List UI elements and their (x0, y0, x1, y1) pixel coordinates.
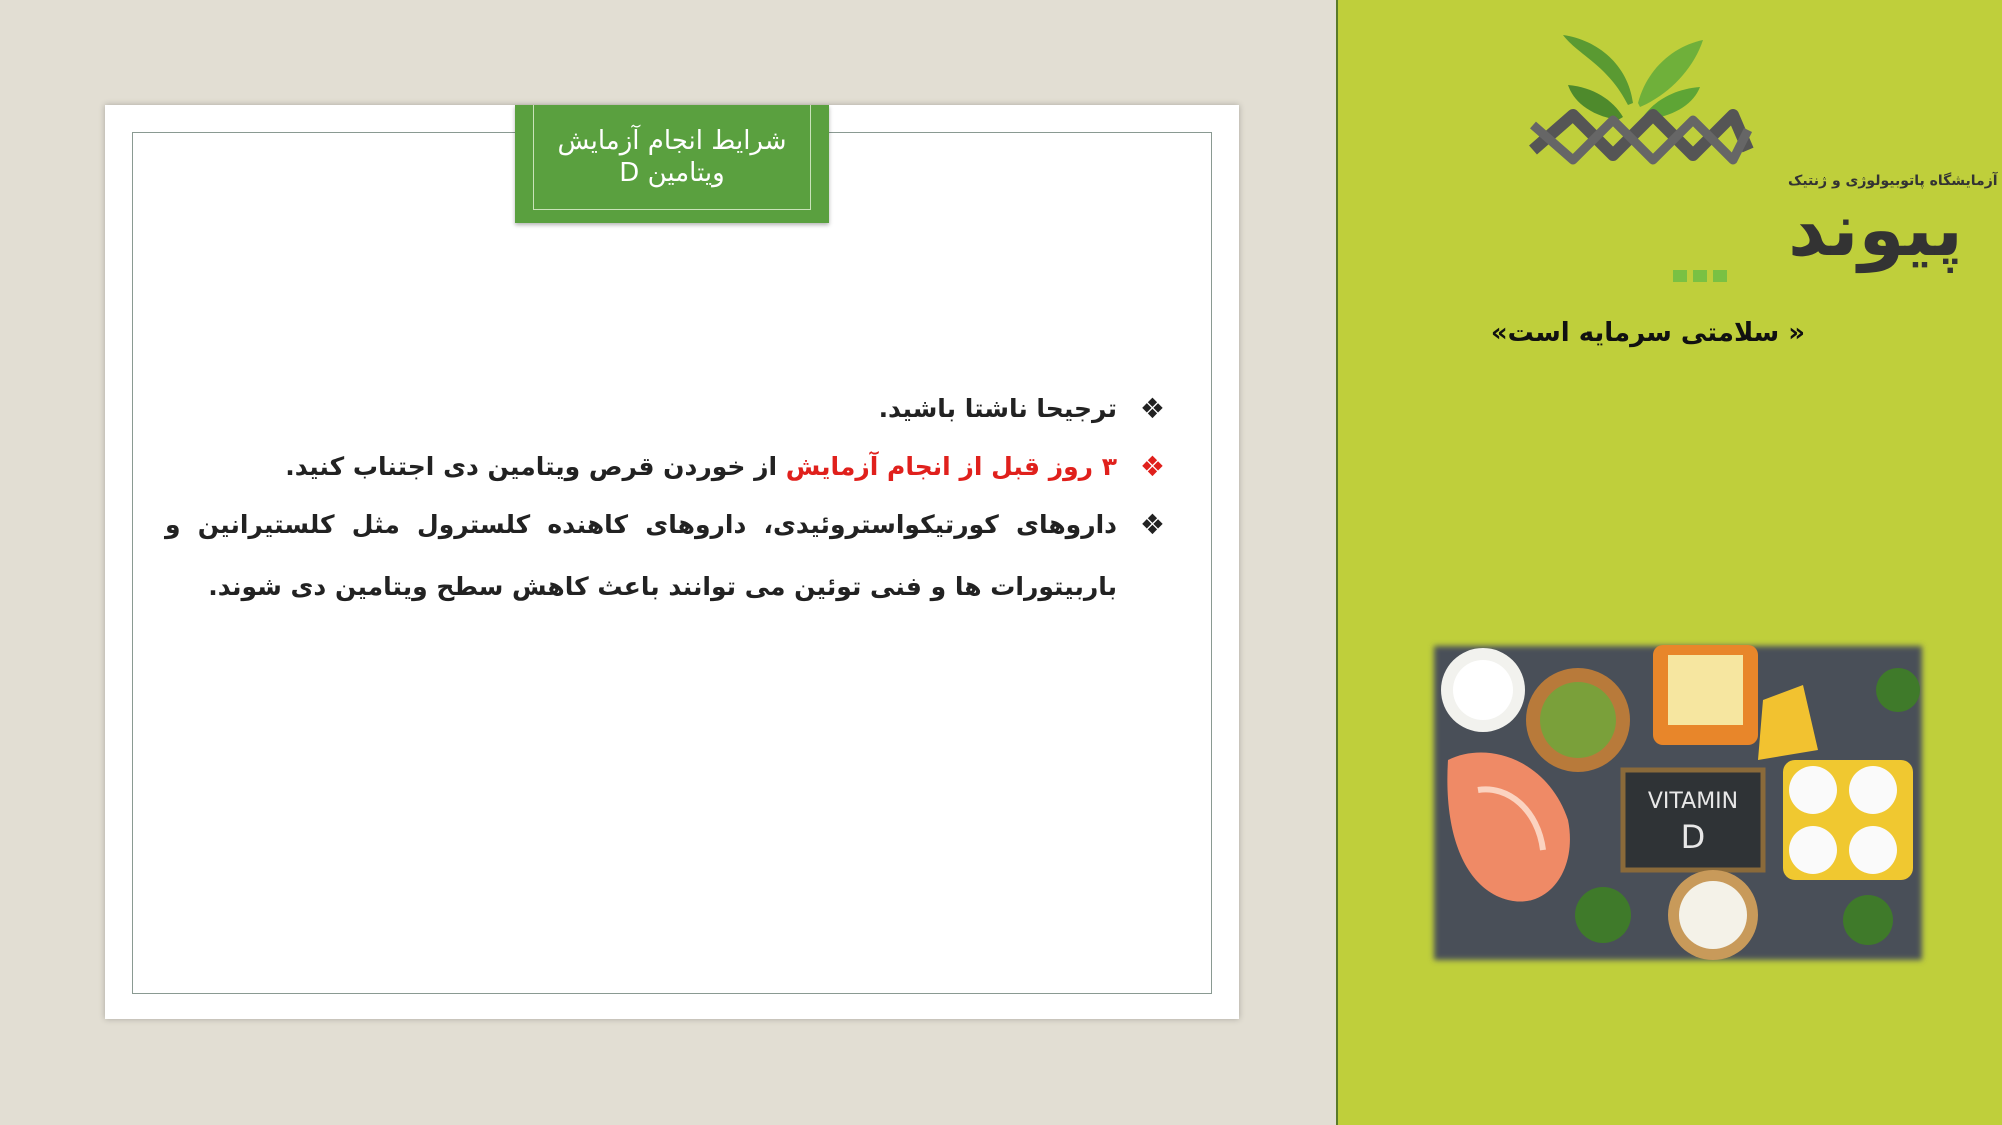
slogan: « سلامتی سرمایه است» (1490, 318, 1806, 348)
chalkboard-line1: VITAMIN (1647, 789, 1739, 814)
diamond-bullet-icon: ❖ (1139, 392, 1165, 425)
list-item (165, 507, 1165, 618)
bullet-text (165, 449, 1117, 485)
bullet-highlight: ۳ روز قبل از انجام آزمایش (785, 452, 1117, 481)
peyvand-logo (1478, 25, 1998, 295)
diamond-bullet-icon: ❖ (1139, 450, 1165, 483)
vitamin-d-foods-image (1428, 640, 1928, 966)
bullet-list (165, 391, 1165, 640)
sidebar (1336, 0, 2002, 1125)
diamond-bullet-icon: ❖ (1139, 508, 1165, 541)
logo-wordmark: پیوند (1788, 187, 1963, 273)
bullet-text: داروهای کورتیکواستروئیدی، داروهای کاهنده کلسترول مثل کلستیرانین و باربیتورات ها و فنی توئین می توانند باعث کاهش سطح ویتامین دی شوند. (165, 510, 1117, 601)
title-banner (515, 105, 829, 223)
slide-title: شرایط انجام آزمایش ویتامین D (533, 105, 811, 210)
list-item (165, 449, 1165, 485)
bullet-text: ترجیحا ناشتا باشید. (878, 394, 1117, 423)
bullet-rest: از خوردن قرص ویتامین دی اجتناب کنید. (285, 452, 786, 481)
chalkboard-line2: D (1680, 818, 1706, 856)
logo-subtitle: آزمایشگاه پاتوبیولوژی و ژنتیک (1788, 173, 1998, 189)
slide-card (105, 105, 1239, 1019)
list-item (165, 391, 1165, 427)
